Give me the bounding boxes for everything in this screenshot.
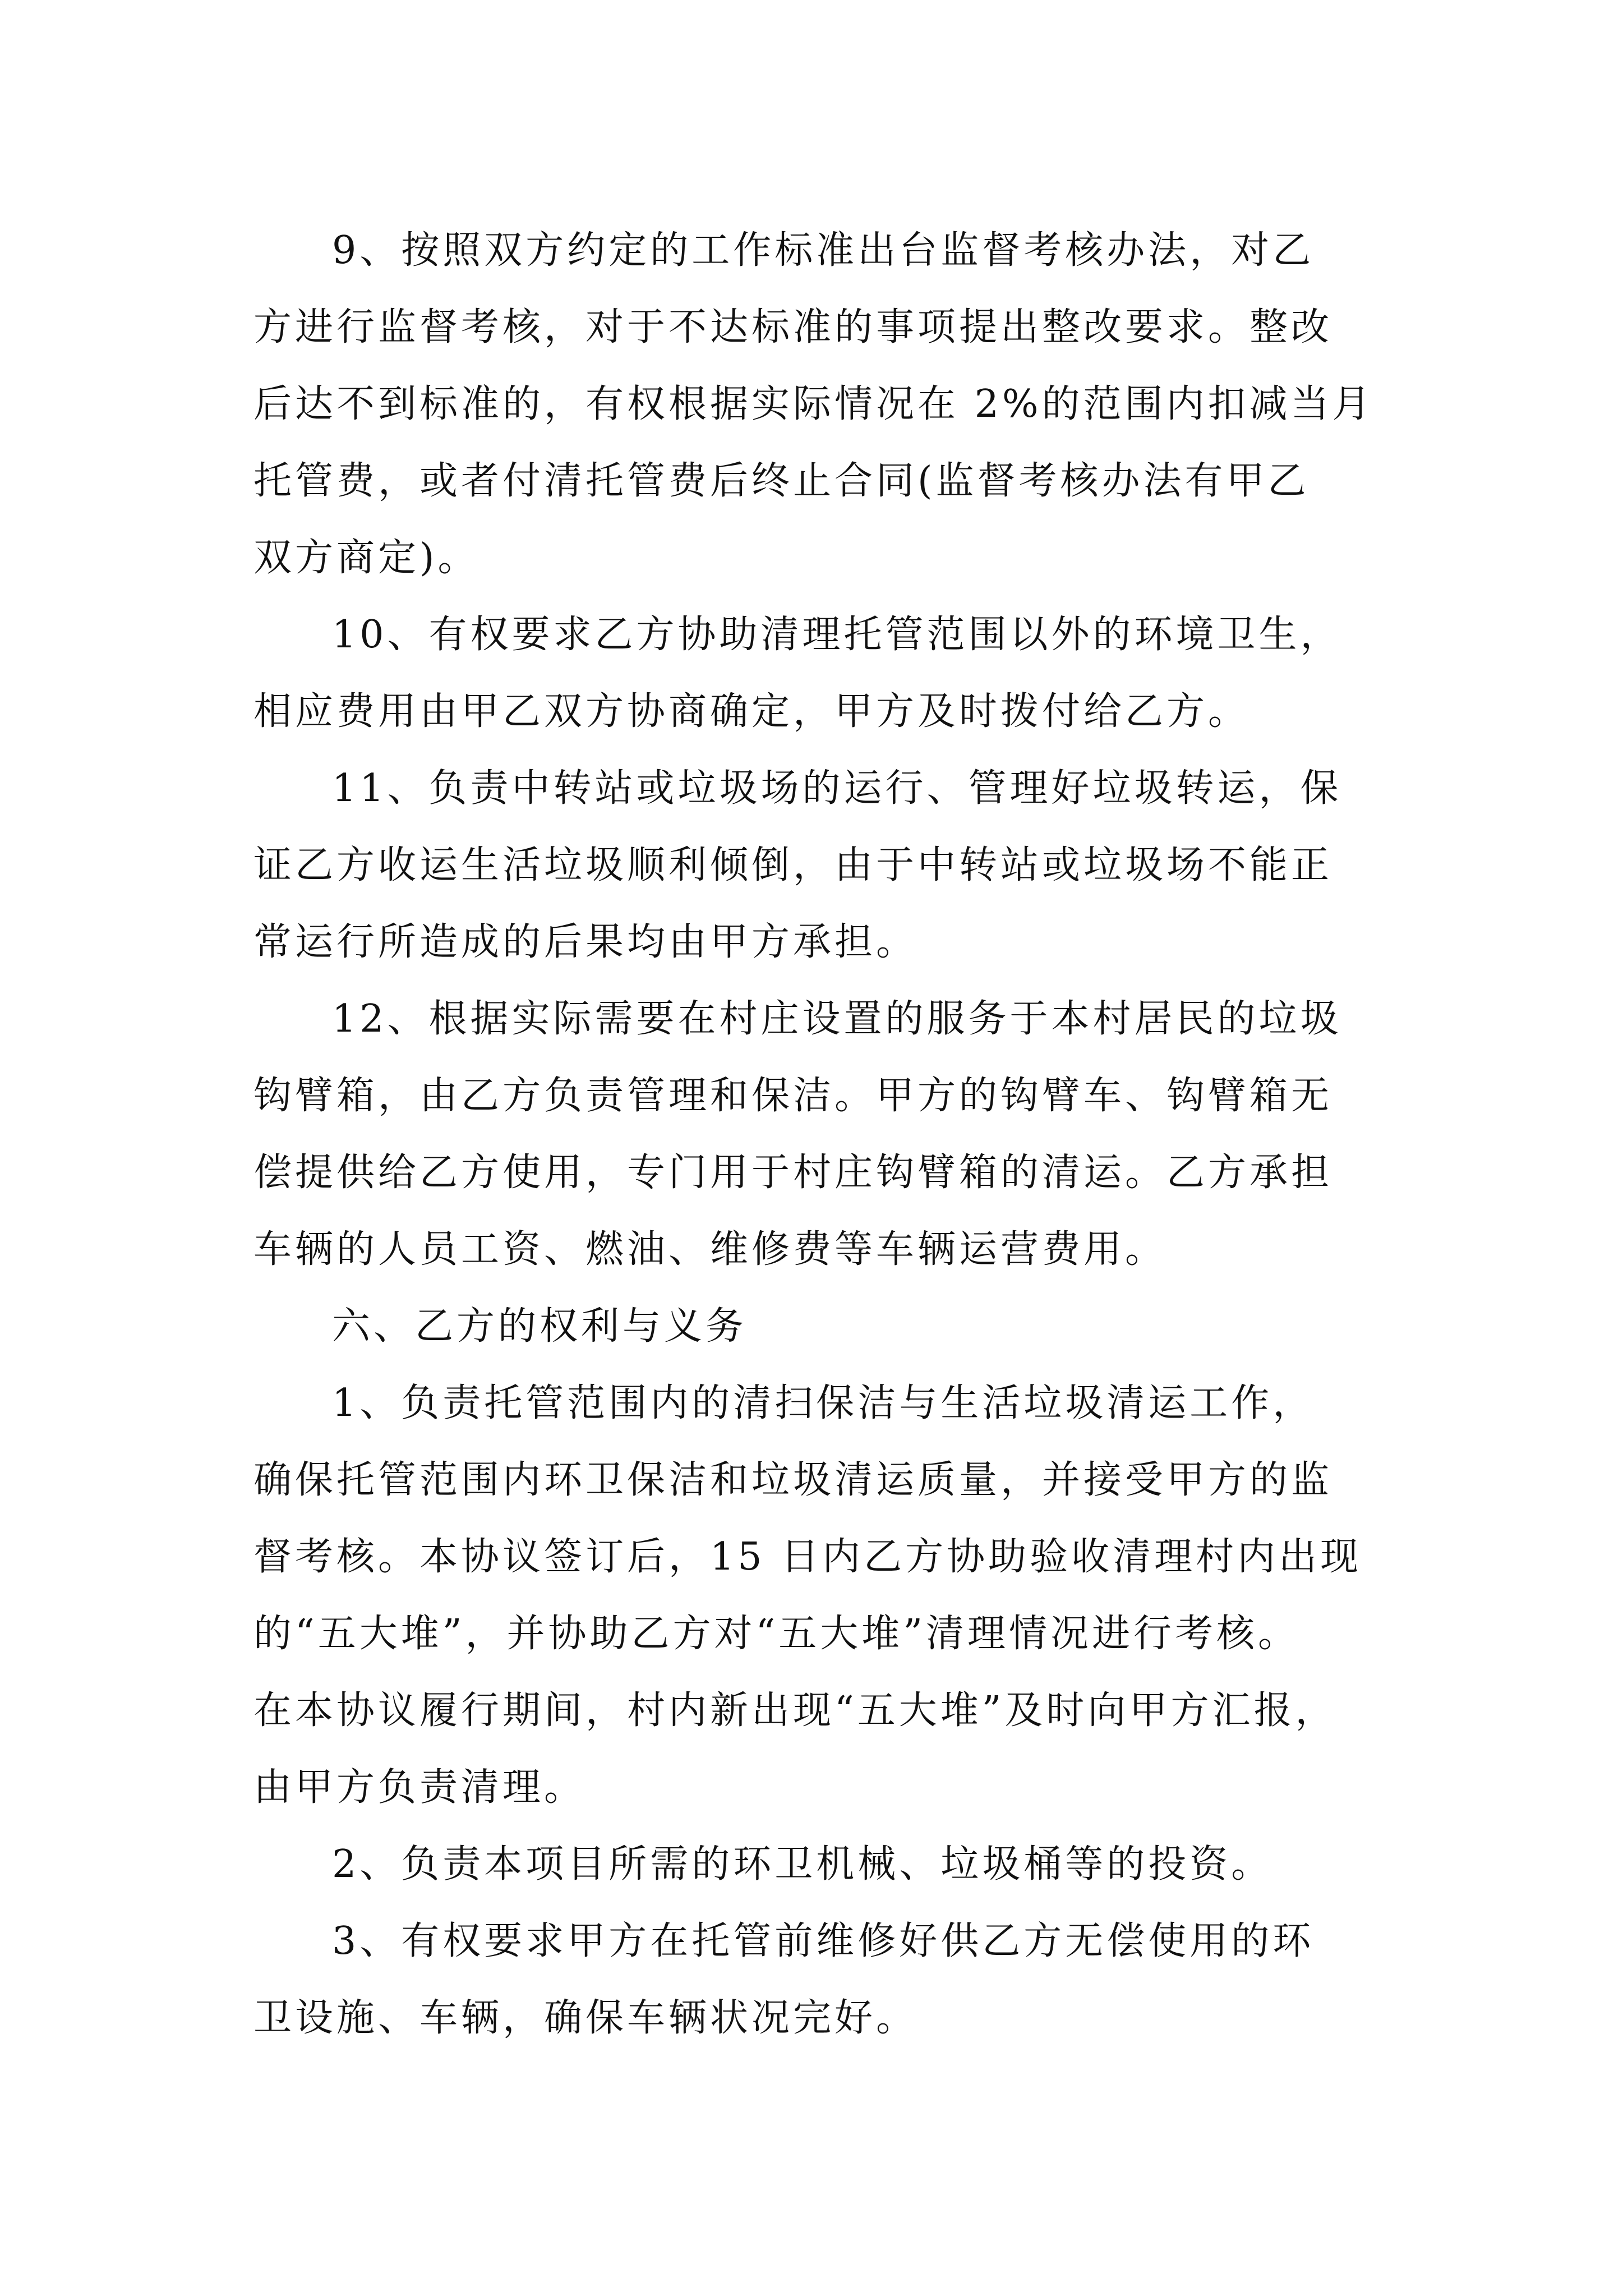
text-line: 12、根据实际需要在村庄设置的服务于本村居民的垃圾 bbox=[332, 997, 1342, 1041]
text-line: 方进行监督考核，对于不达标准的事项提出整改要求。整改 bbox=[253, 305, 1333, 349]
text-line: 9、按照双方约定的工作标准出台监督考核办法，对乙 bbox=[332, 228, 1315, 273]
text-line: 后达不到标准的，有权根据实际情况在 2%的范围内扣减当月 bbox=[253, 382, 1374, 426]
text-line: 的“五大堆”，并协助乙方对“五大堆”清理情况进行考核。 bbox=[253, 1612, 1300, 1656]
text-line: 在本协议履行期间，村内新出现“五大堆”及时向甲方汇报， bbox=[253, 1688, 1337, 1733]
text-line: 2、负责本项目所需的环卫机械、垃圾桶等的投资。 bbox=[332, 1842, 1273, 1887]
text-line: 确保托管范围内环卫保洁和垃圾清运质量，并接受甲方的监 bbox=[253, 1458, 1333, 1502]
text-line: 双方商定)。 bbox=[253, 536, 479, 580]
text-line: 1、负责托管范围内的清扫保洁与生活垃圾清运工作， bbox=[332, 1381, 1315, 1425]
text-line: 车辆的人员工资、燃油、维修费等车辆运营费用。 bbox=[253, 1227, 1167, 1272]
text-line: 证乙方收运生活垃圾顺利倾倒，由于中转站或垃圾场不能正 bbox=[253, 843, 1333, 887]
text-line: 钩臂箱，由乙方负责管理和保洁。甲方的钩臂车、钩臂箱无 bbox=[253, 1074, 1333, 1118]
text-line: 督考核。本协议签订后，15 日内乙方协助验收清理村内出现 bbox=[253, 1535, 1362, 1579]
text-line: 常运行所造成的后果均由甲方承担。 bbox=[253, 920, 918, 964]
text-line: 3、有权要求甲方在托管前维修好供乙方无偿使用的环 bbox=[332, 1919, 1315, 1963]
text-line: 10、有权要求乙方协助清理托管范围以外的环境卫生， bbox=[332, 613, 1342, 657]
text-line: 托管费，或者付清托管费后终止合同(监督考核办法有甲乙 bbox=[253, 459, 1310, 503]
text-line: 偿提供给乙方使用，专门用于村庄钩臂箱的清运。乙方承担 bbox=[253, 1151, 1333, 1195]
text-line: 11、负责中转站或垃圾场的运行、管理好垃圾转运，保 bbox=[332, 766, 1342, 811]
document-page bbox=[253, 212, 1381, 2056]
text-line: 卫设施、车辆，确保车辆状况完好。 bbox=[253, 1996, 918, 2040]
text-line: 由甲方负责清理。 bbox=[253, 1765, 586, 1810]
section-heading: 六、乙方的权利与义务 bbox=[332, 1304, 748, 1349]
text-line: 相应费用由甲乙双方协商确定，甲方及时拨付给乙方。 bbox=[253, 689, 1250, 734]
